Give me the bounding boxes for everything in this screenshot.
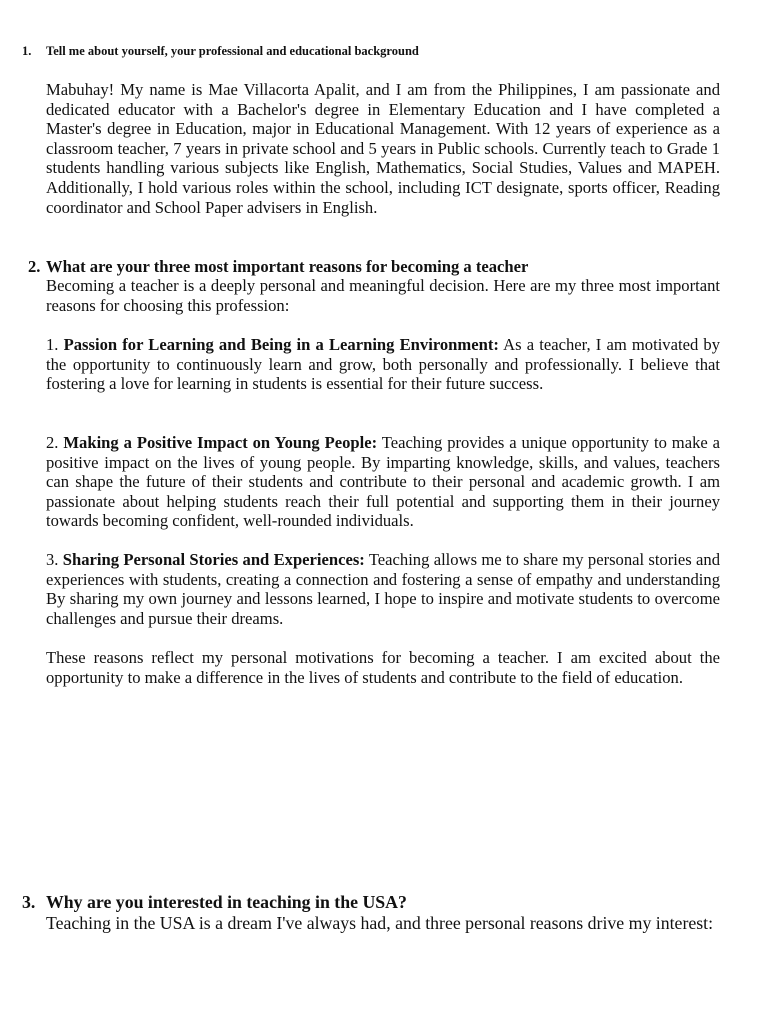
question-heading: Tell me about yourself, your professional and educational background <box>46 44 419 58</box>
question-heading: What are your three most important reasons for becoming a teacher <box>46 257 529 276</box>
answer-paragraph: Mabuhay! My name is Mae Villacorta Apalit, and I am from the Philippines, I am passionate and dedicated educator with a Bachelor's degree in Elementary Education and I have completed a Master's degree in Education, major in Educational Management. With 12 years of experience as a classroom teacher, 7 years in private school and 5 years in Public schools. Currently teach to Grade 1 students handling various subjects like English, Mathematics, Social Studies, Values and MAPEH. Additionally, I hold various roles within the school, including ICT designate, sports officer, Reading coordinator and School Paper advisers in English. <box>46 80 720 217</box>
question-number: 1. <box>22 44 32 58</box>
reason-text: Teaching provides a unique opportunity to make a positive impact on the lives of young people. By imparting knowledge, skills, and values, teachers can shape the future of their students and contribute to their personal and academic growth. I am passionate about helping students reach their full potential and supporting them in their journey towards becoming confident, well-rounded individuals. <box>46 433 721 531</box>
reason-text: As a teacher, I am motivated by the opportunity to continuously learn and grow, both personally and professionally. I believe that fostering a love for learning in students is essential for their future success. <box>46 335 720 394</box>
reason-paragraph <box>46 335 720 394</box>
reason-number: 1. <box>46 335 59 354</box>
reason-title: Passion for Learning and Being in a Learning Environment: <box>63 335 499 354</box>
question-number: 2. <box>28 257 41 276</box>
reason-paragraph <box>46 550 720 628</box>
reason-text: Teaching allows me to share my personal stories and experiences with students, creating a connection and fostering a sense of empathy and understanding By sharing my own journey and lessons learned, I hope to inspire and motivate students to overcome challenges and pursue their dreams. <box>46 550 720 628</box>
reason-number: 3. <box>46 550 59 569</box>
reason-paragraph <box>46 433 720 531</box>
reason-title: Making a Positive Impact on Young People: <box>63 433 378 452</box>
question-number: 3. <box>22 892 36 912</box>
question-heading: Why are you interested in teaching in the USA? <box>46 892 407 912</box>
answer-intro: Becoming a teacher is a deeply personal and meaningful decision. Here are my three most important reasons for choosing this profession: <box>46 276 720 315</box>
answer-intro: Teaching in the USA is a dream I've always had, and three personal reasons drive my interest: <box>46 913 714 933</box>
reason-title: Sharing Personal Stories and Experiences: <box>62 550 365 569</box>
reason-number: 2. <box>46 433 59 452</box>
closing-paragraph: These reasons reflect my personal motivations for becoming a teacher. I am excited about the opportunity to make a difference in the lives of students and contribute to the field of education. <box>46 648 720 687</box>
